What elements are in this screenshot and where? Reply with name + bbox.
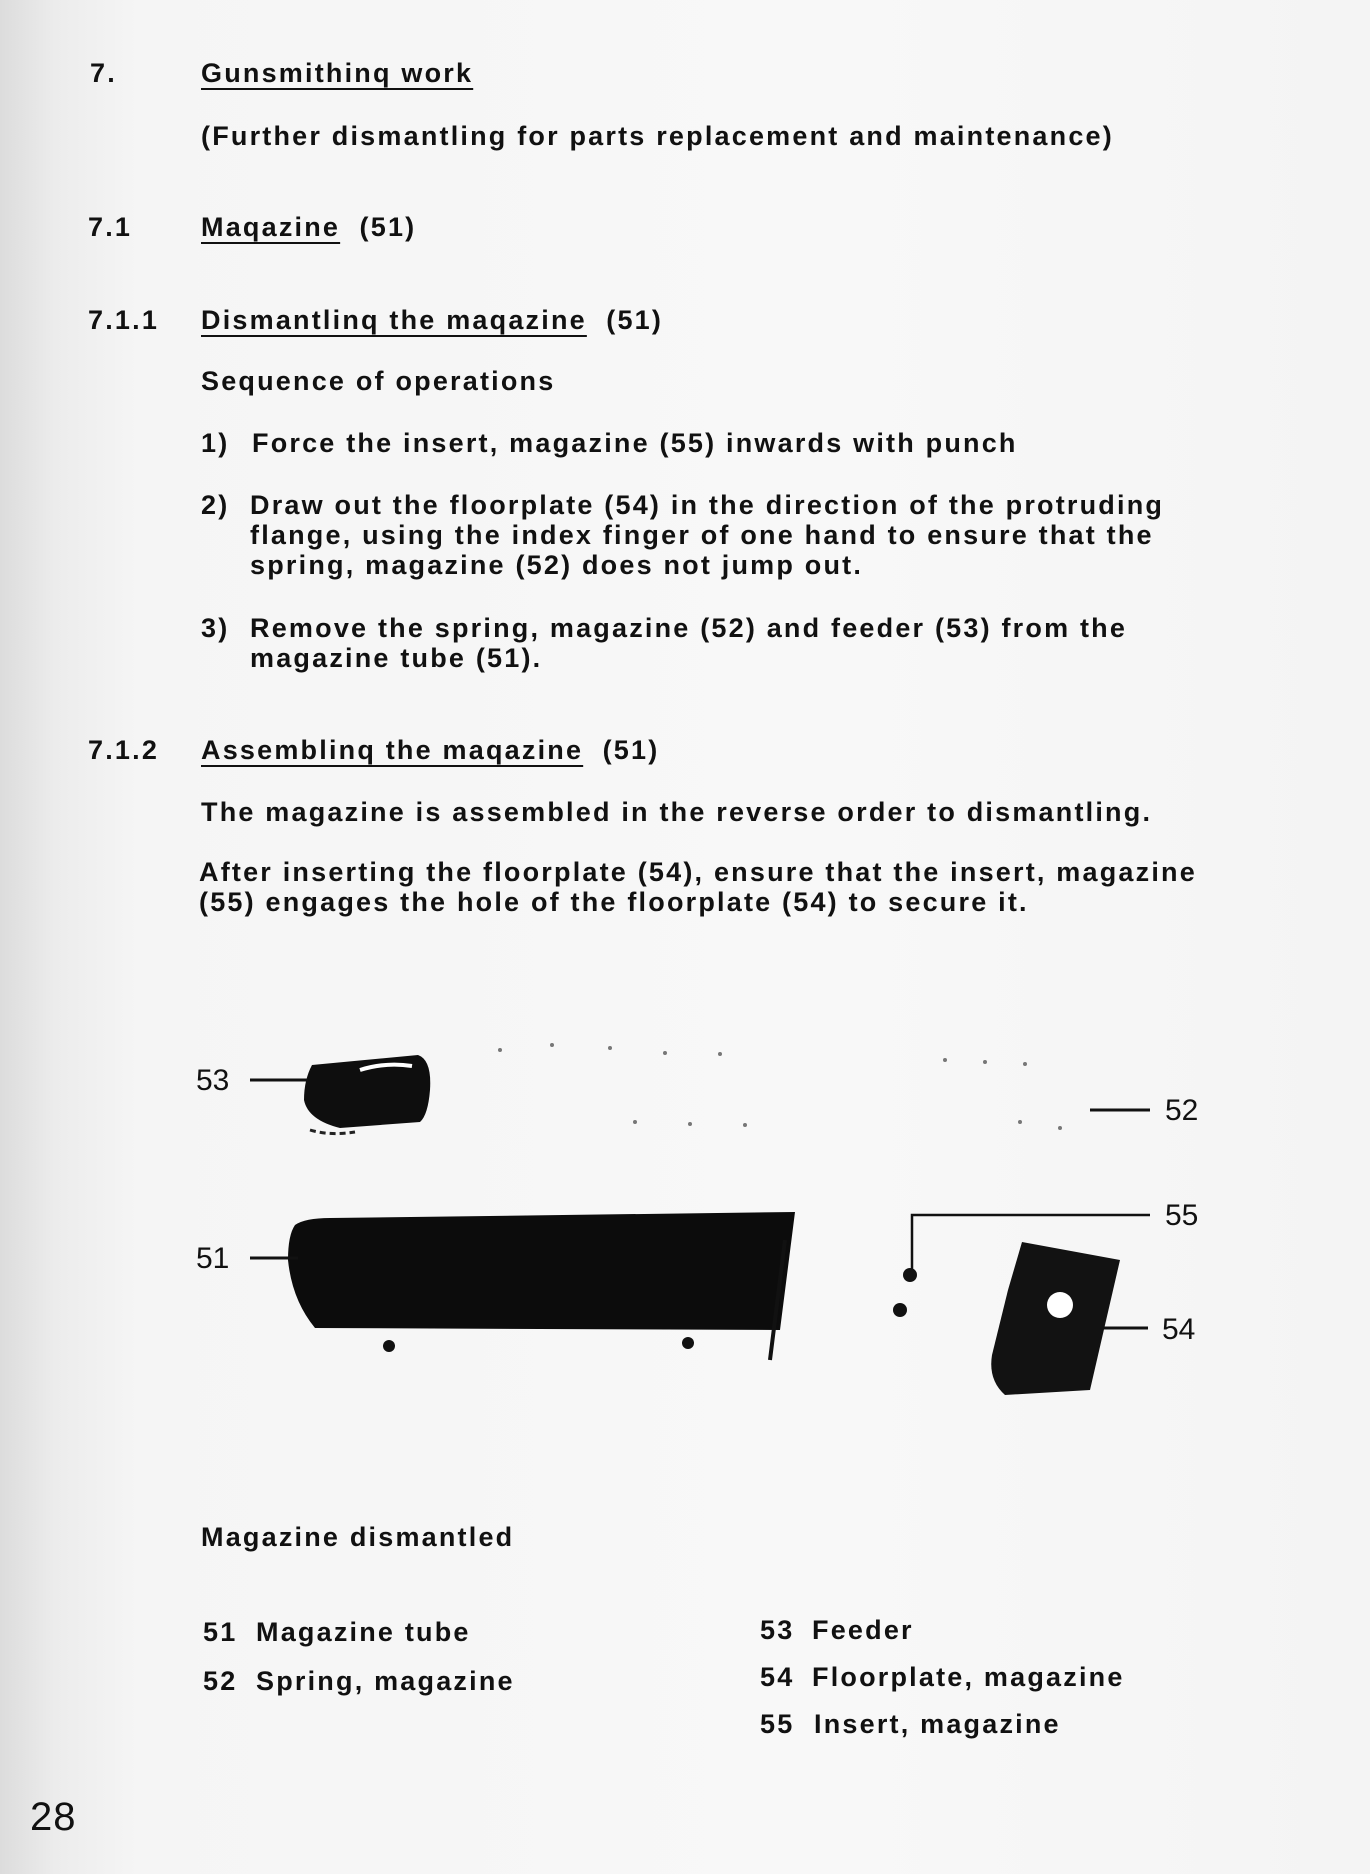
- legend-53-text: Feeder: [812, 1615, 914, 1645]
- section-7-1-heading: [201, 212, 416, 242]
- insert-illustration: [893, 1268, 917, 1317]
- legend-55-number: 55: [760, 1709, 795, 1739]
- section-7-number: 7.: [90, 58, 117, 88]
- magazine-tube-illustration: [288, 1212, 795, 1360]
- section-7-1-2-ref: (51): [602, 735, 660, 765]
- legend-52-number: 52: [203, 1666, 238, 1696]
- section-7-subtitle: (Further dismantling for parts replacement and maintenance): [201, 121, 1114, 151]
- section-7-1-title: Maqazine: [201, 212, 341, 242]
- legend-51-number: 51: [203, 1617, 238, 1647]
- spring-illustration: [498, 1043, 1062, 1130]
- step-1-text: Force the insert, magazine (55) inwards with punch: [252, 428, 1018, 458]
- section-7-1-ref: (51): [359, 212, 417, 242]
- legend-55-text: Insert, magazine: [814, 1709, 1061, 1739]
- section-7-1-1-title: Dismantlinq the maqazine: [201, 305, 587, 335]
- step-3-number: 3): [201, 613, 230, 643]
- assembly-paragraph-2: After inserting the floorplate (54), ensure that the insert, magazine (55) engages the hole of the floorplate (54) to secure it.: [199, 857, 1197, 917]
- step-1-number: 1): [201, 428, 230, 458]
- section-7-1-2-number: 7.1.2: [88, 735, 160, 765]
- section-7-1-2-heading: [201, 735, 659, 765]
- legend-51-text: Magazine tube: [256, 1617, 471, 1647]
- assembly-paragraph-1: The magazine is assembled in the reverse order to dismantling.: [201, 797, 1153, 827]
- magazine-parts-illustration: [180, 1010, 1230, 1430]
- callout-52: 52: [1165, 1094, 1199, 1127]
- callout-51: 51: [196, 1242, 230, 1275]
- legend-52-text: Spring, magazine: [256, 1666, 515, 1696]
- callout-55: 55: [1165, 1199, 1199, 1232]
- step-2-text: Draw out the floorplate (54) in the direction of the protruding flange, using the index finger of one hand to ensure that the spring, magazine (52) does not jump out.: [250, 490, 1165, 580]
- legend-54-text: Floorplate, magazine: [812, 1662, 1125, 1692]
- legend-53-number: 53: [760, 1615, 795, 1645]
- callout-53: 53: [196, 1064, 230, 1097]
- magazine-exploded-figure: [180, 1010, 1230, 1430]
- floorplate-illustration: [991, 1242, 1120, 1395]
- section-7-1-number: 7.1: [88, 212, 133, 242]
- legend-54-number: 54: [760, 1662, 795, 1692]
- feeder-illustration: [304, 1055, 430, 1134]
- callout-54: 54: [1162, 1313, 1196, 1346]
- section-7-1-1-heading: [201, 305, 663, 335]
- figure-caption: Magazine dismantled: [201, 1522, 515, 1552]
- section-7-title: Gunsmithinq work: [201, 58, 474, 88]
- step-2-number: 2): [201, 490, 230, 520]
- step-3-text: Remove the spring, magazine (52) and feeder (53) from the magazine tube (51).: [250, 613, 1128, 673]
- section-7-1-1-ref: (51): [606, 305, 664, 335]
- page-number: 28: [30, 1795, 77, 1839]
- section-7-1-2-title: Assemblinq the maqazine: [201, 735, 584, 765]
- section-7-1-1-number: 7.1.1: [88, 305, 160, 335]
- sequence-intro: Sequence of operations: [201, 366, 556, 396]
